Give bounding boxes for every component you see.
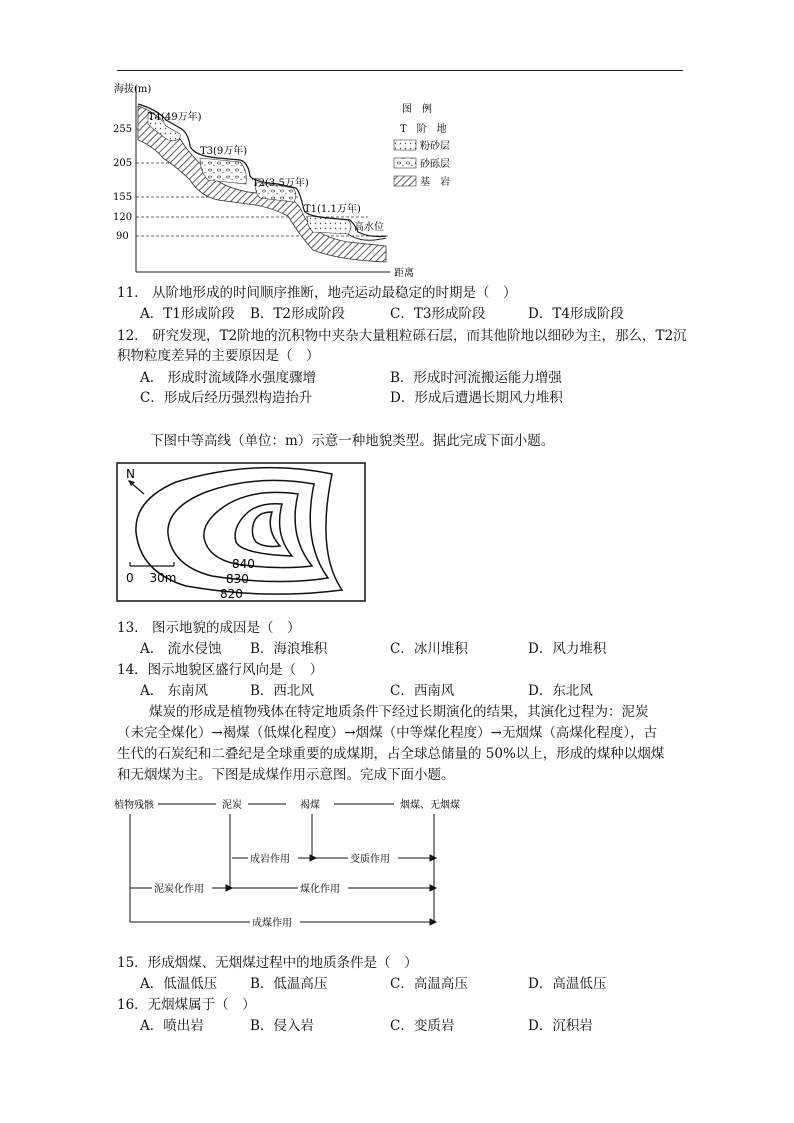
question-12-stem-line1: 12. 研究发现，T2阶地的沉积物中夹杂大量粗粒砾石层，而其他阶地以细砂为主，那么，T2沉 (117, 328, 687, 344)
question-14-stem: 14．图示地貌区盛行风向是（ ） (117, 662, 324, 678)
legend-swatch-gravel (394, 158, 416, 168)
y-tick: 255 (113, 124, 133, 135)
q13-option-a[interactable]: A. 流水侵蚀 (140, 641, 222, 657)
contour-label-820: 820 (220, 587, 243, 601)
q14-option-c[interactable]: C．西南风 (390, 683, 455, 699)
question-12-stem-line2: 积物粒度差异的主要原因是（ ） (117, 348, 320, 364)
process-diagenesis: 成岩作用 (250, 854, 290, 865)
legend-swatch-bedrock (394, 176, 416, 186)
terrace-label-t2: T2(3.5万年) (252, 178, 309, 189)
contour-label-840: 840 (232, 557, 255, 571)
legend-item-terrace: T 阶 地 (400, 124, 447, 135)
q12-option-c[interactable]: C．形成后经历强烈构造抬升 (140, 390, 313, 406)
contour-label-830: 830 (226, 572, 249, 586)
question-16-stem: 16．无烟煤属于（ ） (117, 997, 256, 1013)
q12-option-b[interactable]: B．形成时河流搬运能力增强 (390, 370, 562, 386)
question-13-stem: 13. 图示地貌的成因是（ ） (117, 620, 301, 636)
legend-swatch-silt (394, 140, 416, 150)
q13-option-b[interactable]: B．海浪堆积 (250, 641, 328, 657)
y-tick: 155 (113, 192, 133, 203)
legend-item-gravel: 砂砾层 (420, 159, 450, 170)
q13-option-c[interactable]: C．冰川堆积 (390, 641, 468, 657)
process-peatification: 泥炭化作用 (154, 884, 204, 895)
q12-option-a[interactable]: A. 形成时流域降水强度骤增 (140, 370, 317, 386)
coal-formation-figure (112, 796, 460, 938)
q15-option-b[interactable]: B．低温高压 (250, 976, 328, 992)
paragraph-line: 煤炭的形成是植物残体在特定地质条件下经过长期演化的结果，其演化过程为：泥炭 (149, 704, 649, 720)
process-metamorphism: 变质作用 (350, 854, 390, 865)
legend-title: 图 例 (402, 104, 432, 115)
legend-item-bedrock: 基 岩 (420, 177, 450, 188)
q16-option-b[interactable]: B．侵入岩 (250, 1018, 314, 1034)
figure1-legend (394, 102, 450, 188)
header-rule (117, 70, 683, 71)
q15-option-d[interactable]: D．高温低压 (528, 976, 607, 992)
q16-option-a[interactable]: A．喷出岩 (140, 1018, 204, 1034)
q14-option-a[interactable]: A. 东南风 (140, 683, 209, 699)
question-15-stem: 15．形成烟煤、无烟煤过程中的地质条件是（ ） (117, 955, 418, 971)
stage-peat: 泥炭 (222, 800, 242, 811)
stage-bituminous-anthracite: 烟煤、无烟煤 (400, 800, 460, 811)
section-intro-contour: 下图中等高线（单位：m）示意一种地貌类型。据此完成下面小题。 (150, 433, 555, 449)
x-axis-label: 距离 (394, 268, 414, 279)
terrace-label-t1: T1(1.1万年) (304, 204, 361, 215)
scale-label: 0 30m (126, 571, 177, 585)
process-coal-formation: 成煤作用 (252, 918, 292, 929)
q14-option-d[interactable]: D．东北风 (528, 683, 593, 699)
q15-option-a[interactable]: A．低温低压 (140, 976, 218, 992)
contour-map-figure (116, 462, 368, 604)
y-tick: 205 (113, 158, 133, 169)
q12-option-d[interactable]: D．形成后遭遇长期风力堆积 (390, 390, 563, 406)
coal-formation-paragraph (117, 702, 664, 786)
terrace-label-t4: T4(49万年) (148, 112, 202, 123)
q11-option-a[interactable]: A．T1形成阶段 (140, 306, 235, 322)
q16-option-c[interactable]: C．变质岩 (390, 1018, 455, 1034)
q14-option-b[interactable]: B．西北风 (250, 683, 314, 699)
q11-option-d[interactable]: D．T4形成阶段 (528, 306, 624, 322)
stage-lignite: 褐煤 (300, 800, 320, 811)
q11-option-c[interactable]: C．T3形成阶段 (390, 306, 486, 322)
terrace-label-t3: T3(9万年) (200, 146, 248, 157)
q11-option-b[interactable]: B．T2形成阶段 (250, 306, 346, 322)
legend-item-silt: 粉砂层 (420, 141, 450, 152)
terrace-figure (108, 76, 458, 282)
paragraph-line: （未完全煤化）→褐煤（低煤化程度）→烟煤（中等煤化程度）→无烟煤（高煤化程度），古 (117, 725, 658, 741)
process-coalification: 煤化作用 (300, 884, 340, 895)
q13-option-d[interactable]: D．风力堆积 (528, 641, 607, 657)
question-11-stem: 11. 从阶地形成的时间顺序推断，地壳运动最稳定的时期是（ ） (117, 285, 517, 301)
y-tick: 120 (113, 212, 133, 223)
q15-option-c[interactable]: C．高温高压 (390, 976, 468, 992)
stage-plant-remains: 植物残骸 (114, 800, 154, 811)
y-axis-label: 海拔(m) (114, 84, 152, 95)
q16-option-d[interactable]: D．沉积岩 (528, 1018, 593, 1034)
paragraph-line: 生代的石炭纪和二叠纪是全球重要的成煤期，占全球总储量的 50%以上，形成的煤种以烟煤 (117, 746, 665, 762)
paragraph-line: 和无烟煤为主。下图是成煤作用示意图。完成下面小题。 (117, 767, 455, 783)
y-tick: 90 (116, 231, 129, 242)
high-water-label: 高水位 (354, 222, 384, 233)
north-label: N (126, 467, 135, 481)
